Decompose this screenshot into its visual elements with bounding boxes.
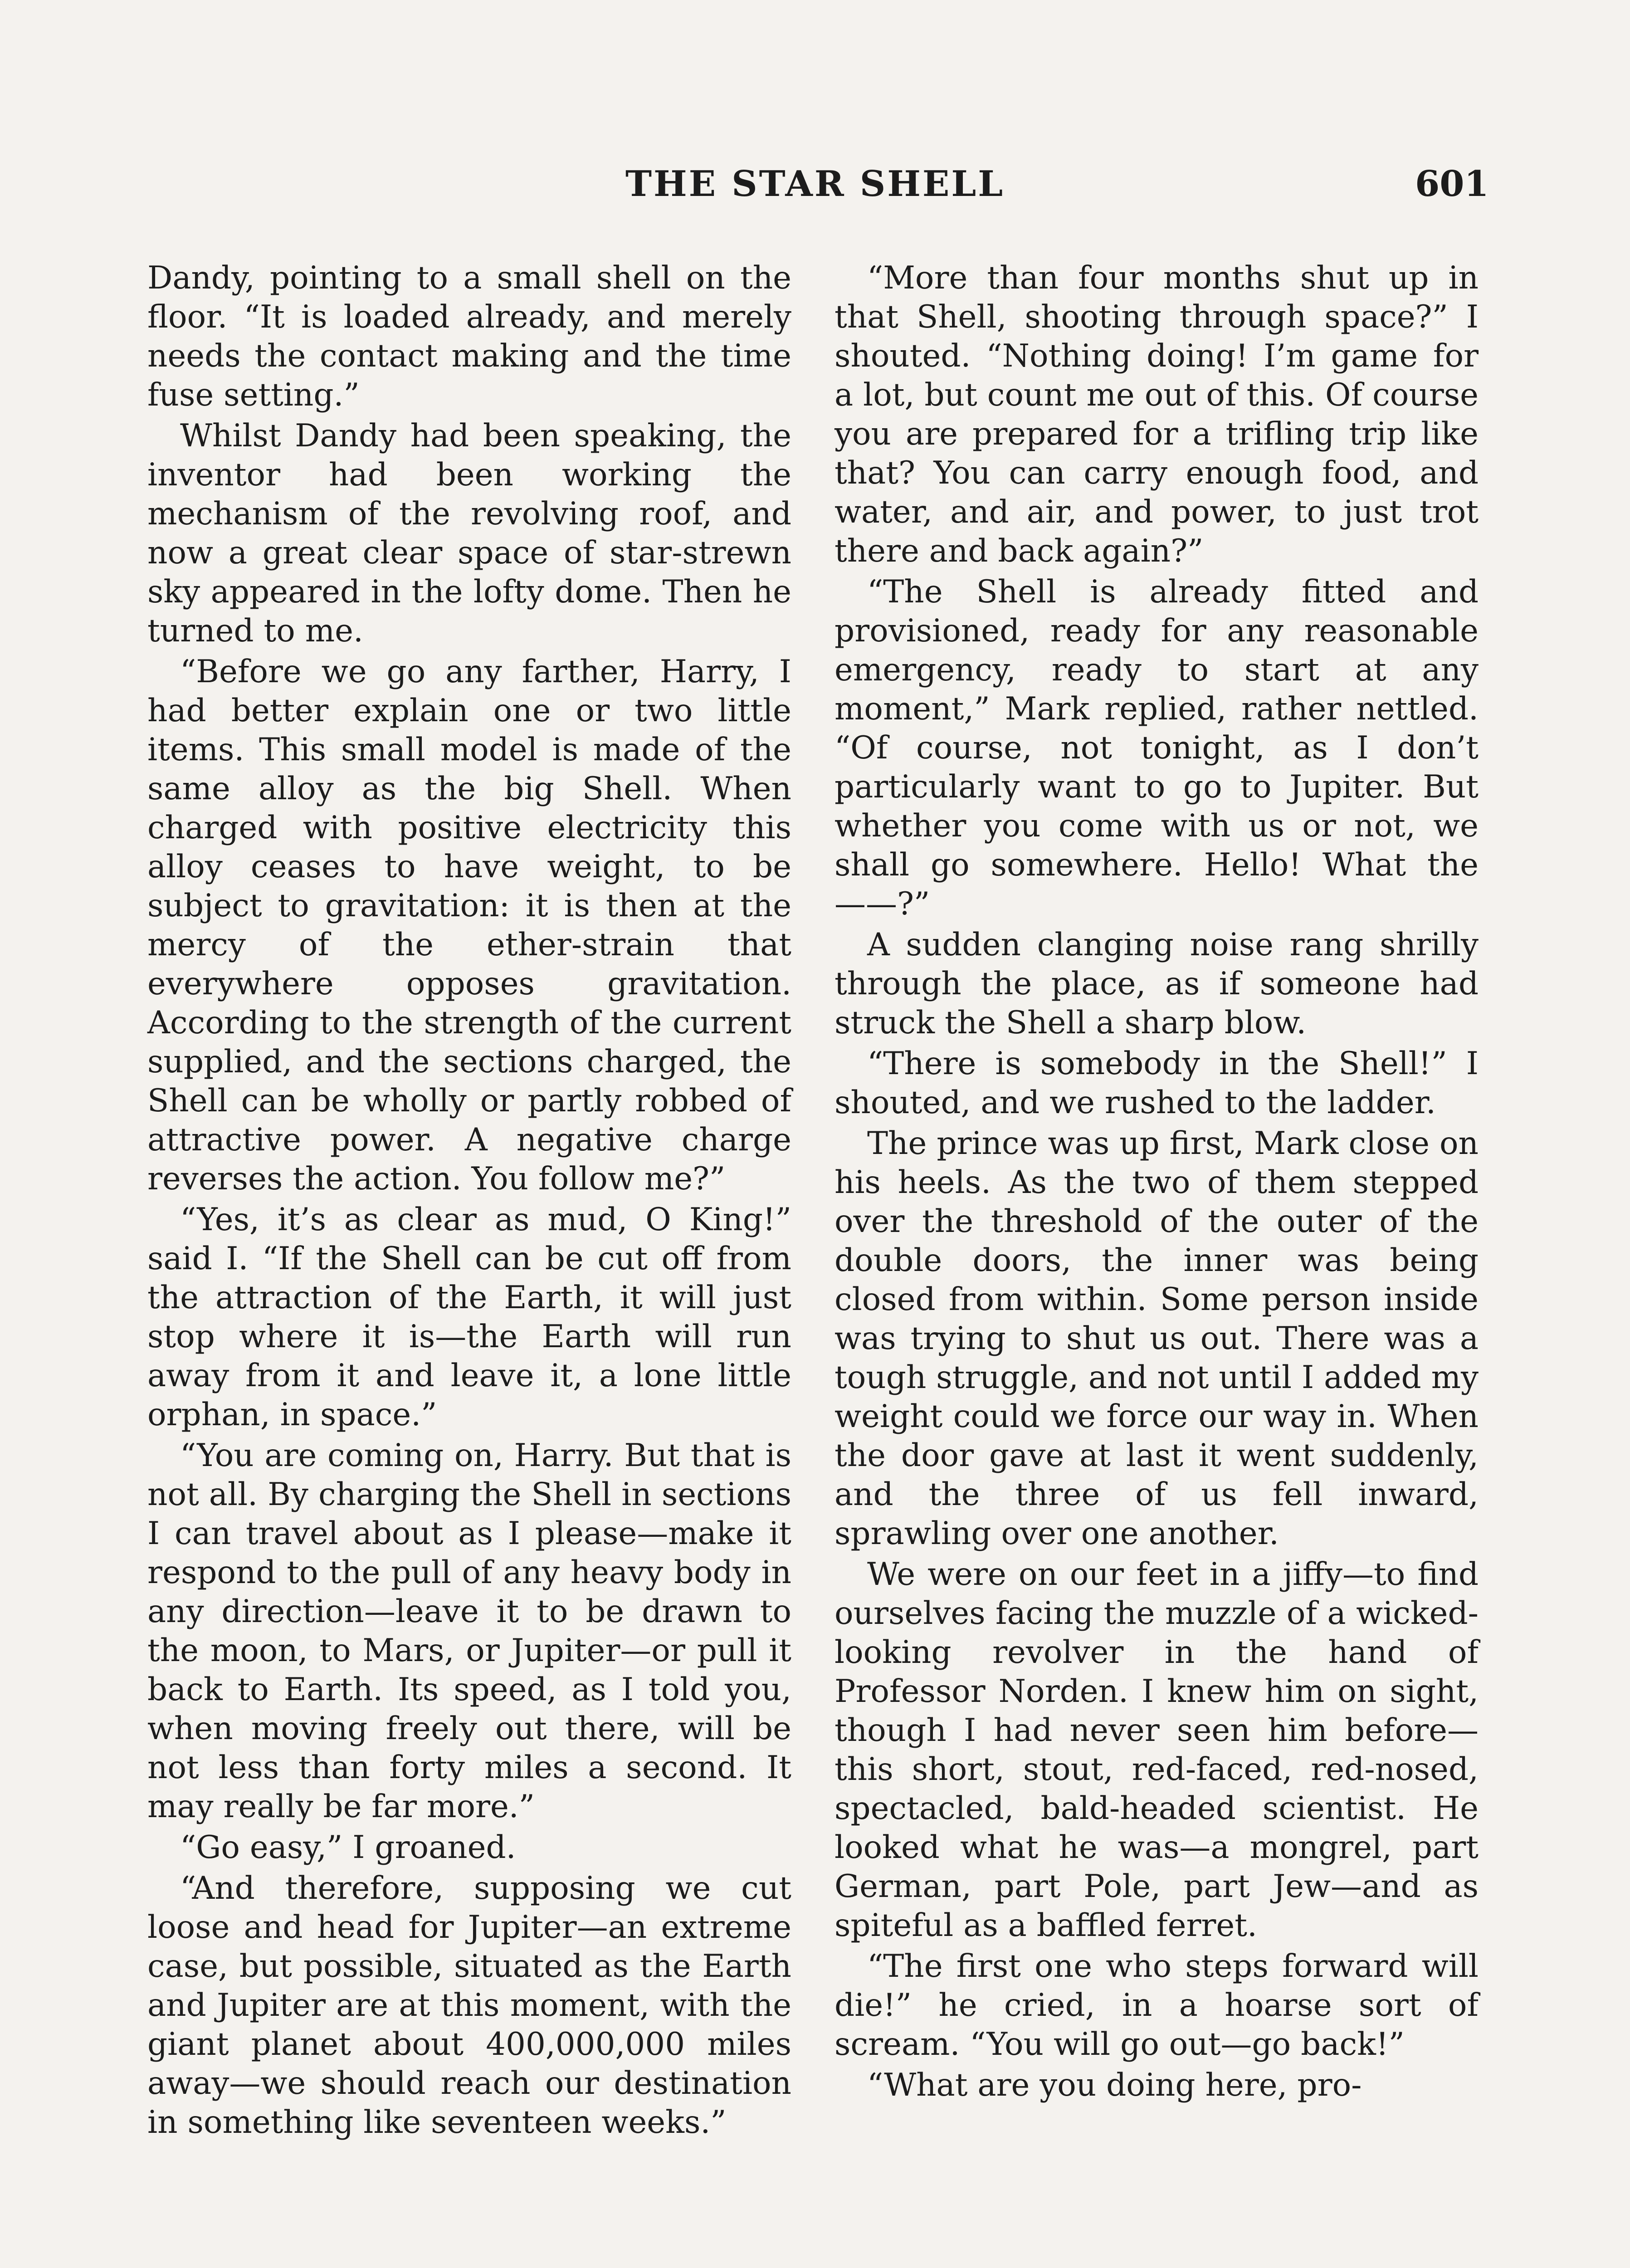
paragraph: “There is somebody in the Shell!” I shouted, and we rushed to the ladder. <box>835 1046 1479 1121</box>
paragraph: “What are you doing here, pro- <box>867 2067 1362 2103</box>
paragraph: “More than four months shut up in that Shell, shooting through space?” I shouted. “Nothing doing! I’m game for a lot, but count me out of this. Of course you are prepared for a trifling trip like that? You can carry enough food, and water, and air, and power, to just trot there and back again?” <box>835 260 1479 569</box>
paragraph: “Go easy,” I groaned. <box>180 1829 516 1866</box>
paragraph: “The first one who steps forward will die!” he cried, in a hoarse sort of scream. “You will go out—go back!” <box>835 1948 1479 2063</box>
paragraph: “Before we go any farther, Harry, I had better explain one or two little items. This small model is made of the same alloy as the big Shell. When charged with positive electricity this alloy ceases to have weight, to be subject to gravitation: it is then at the mercy of the ether-strain that everywhere opposes gravitation. According to the strength of the current supplied, and the sections charged, the Shell can be wholly or partly robbed of attractive power. A negative charge reverses the action. You follow me?” <box>147 654 791 1197</box>
paragraph: The prince was up first, Mark close on his heels. As the two of them stepped over the threshold of the outer of the double doors, the inner was being closed from within. Some person inside was trying to shut us out. There was a tough struggle, and not until I added my weight could we force our way in. When the door gave at last it went suddenly, and the three of us fell inward, sprawling over one another. <box>835 1125 1479 1552</box>
page-number: 601 <box>1415 163 1489 205</box>
paragraph: “The Shell is already fitted and provisioned, ready for any reasonable emergency, ready to start at any moment,” Mark replied, rather nettled. “Of course, not tonight, as I don’t particularly want to go to Jupiter. But whether you come with us or not, we shall go somewhere. Hello! What the——?” <box>835 574 1479 922</box>
right-column <box>835 259 1479 2107</box>
paragraph: “Yes, it’s as clear as mud, O King!” said I. “If the Shell can be cut off from the attraction of the Earth, it will just stop where it is—the Earth will run away from it and leave it, a lone little orphan, in space.” <box>147 1202 791 1433</box>
running-header-title: THE STAR SHELL <box>625 163 1005 205</box>
paragraph: Whilst Dandy had been speaking, the inventor had been working the mechanism of the revolving roof, and now a great clear space of star-strewn sky appeared in the lofty dome. Then he turned to me. <box>147 418 791 649</box>
paragraph: We were on our feet in a jiffy—to find ourselves facing the muzzle of a wicked-looking revolver in the hand of Professor Norden. I knew him on sight, though I had never seen him before—this short, stout, red-faced, red-nosed, spectacled, bald-headed scientist. He looked what he was—a mongrel, part German, part Pole, part Jew—and as spiteful as a baffled ferret. <box>835 1556 1479 1944</box>
paragraph: Dandy, pointing to a small shell on the floor. “It is loaded already, and merely needs the contact making and the time fuse setting.” <box>147 260 791 413</box>
left-column <box>147 259 791 2144</box>
paragraph: “You are coming on, Harry. But that is not all. By charging the Shell in sections I can travel about as I please—make it respond to the pull of any heavy body in any direction—leave it to be drawn to the moon, to Mars, or Jupiter—or pull it back to Earth. Its speed, as I told you, when moving freely out there, will be not less than forty miles a second. It may really be far more.” <box>147 1437 791 1825</box>
paragraph: “And therefore, supposing we cut loose and head for Jupiter—an extreme case, but possible, situated as the Earth and Jupiter are at this moment, with the giant planet about 400,000,000 miles away—we should reach our destination in something like seventeen weeks.” <box>147 1870 791 2141</box>
paragraph: A sudden clanging noise rang shrilly through the place, as if someone had struck the Shell a sharp blow. <box>835 927 1479 1041</box>
